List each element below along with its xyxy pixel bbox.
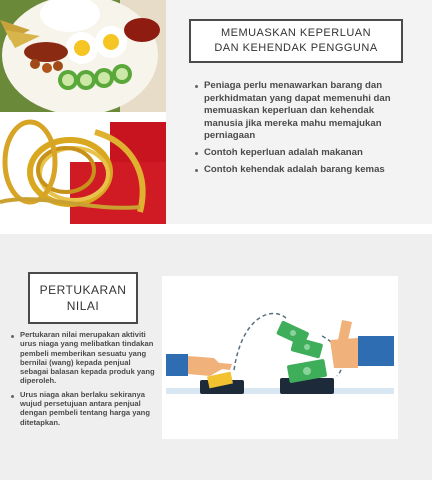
gold-jewelry-photo <box>0 112 166 224</box>
payment-illustration <box>162 276 398 439</box>
slide-2-title-line-1: PERTUKARAN <box>39 283 127 297</box>
slide-1 <box>0 0 432 224</box>
money-exchange-image <box>162 276 398 439</box>
gold-jewelry-image <box>0 112 166 224</box>
slide-1-title-box <box>189 19 403 63</box>
list-item: Contoh keperluan adalah makanan <box>204 147 414 160</box>
slide-2 <box>0 234 432 480</box>
slide-1-bullet-list <box>204 80 414 180</box>
list-item: Contoh kehendak adalah barang kemas <box>204 164 414 177</box>
list-item: Urus niaga akan berlaku sekiranya wujud persetujuan antara penjual dengan pembeli tentang harga yang ditetapkan. <box>20 390 156 427</box>
slide-1-title-line-2: DAN KEHENDAK PENGGUNA <box>214 42 378 54</box>
food-photo <box>0 0 166 112</box>
nasi-lemak-image <box>0 0 166 112</box>
slide-2-title-box <box>28 272 138 324</box>
slide-2-title-line-2: NILAI <box>66 299 100 313</box>
list-item: Peniaga perlu menawarkan barang dan perkhidmatan yang dapat memenuhi dan memuaskan keperluan dan kehendak manusia jika mereka mahu memajukan perniagaan <box>204 80 414 143</box>
slide-2-bullet-list <box>20 330 156 431</box>
slide-1-title-line-1: MEMUASKAN KEPERLUAN <box>220 27 372 39</box>
list-item: Pertukaran nilai merupakan aktiviti urus niaga yang melibatkan tindakan pembeli memberikan sesuatu yang bernilai (wang) kepada penjual sebagai balasan kepada produk yang diperoleh. <box>20 330 155 386</box>
